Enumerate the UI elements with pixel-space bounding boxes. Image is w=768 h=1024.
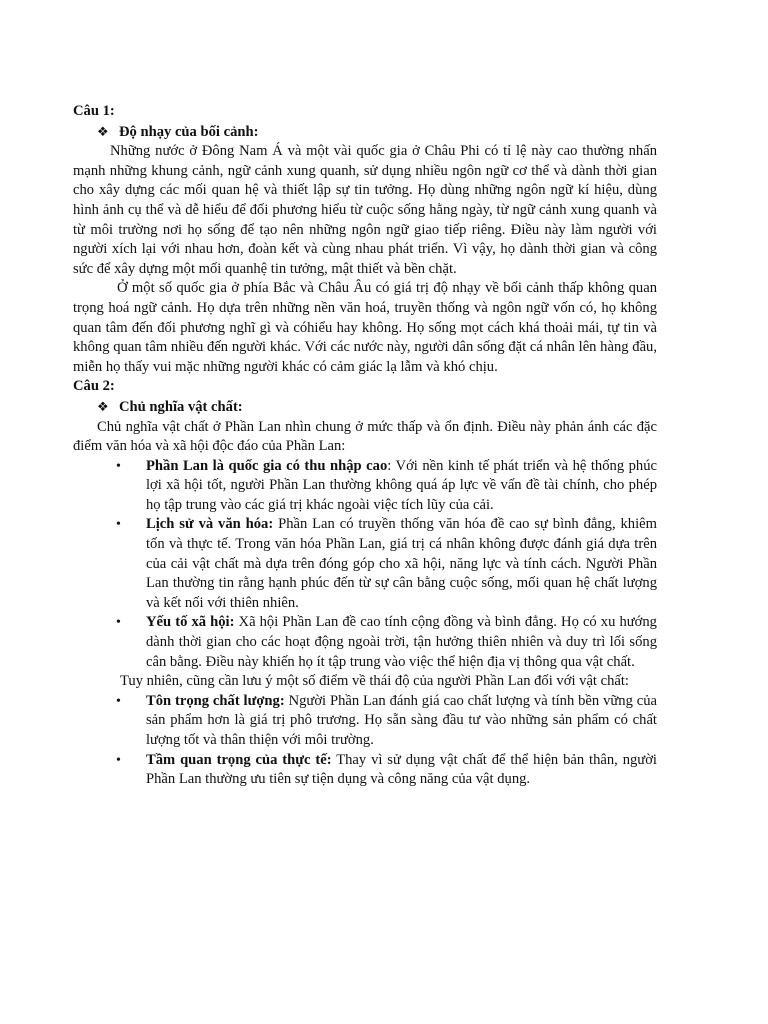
list-item-text: Phần Lan có truyền thống văn hóa đề cao sự bình đẳng, khiêm tốn và thực tế. Trong văn hóa Phần Lan, giá trị cá nhân không được đánh giá dựa trên của cải vật chất mà dựa trên đóng góp cho xã hội, năng lực và tính cách. Người Phần Lan thường tin rằng hạnh phúc đến từ sự cân bằng cuộc sống, mối quan hệ chất lượng và kết nối với thiên nhiên. [146, 516, 657, 611]
list-item [73, 751, 657, 790]
round-bullet-icon: • [116, 615, 121, 631]
diamond-bullet-icon: ❖ [97, 398, 109, 414]
list-item-text: : Với nền kinh tế phát triển và hệ thống phúc lợi xã hội tốt, người Phần Lan thường không quá áp lực về vấn đề tài chính, cho phép họ tập trung vào các giá trị khác ngoài việc tích lũy của cải. [146, 457, 657, 513]
list-item-text: Xã hội Phần Lan đề cao tính cộng đồng và bình đẳng. Họ có xu hướng dành thời gian cho các hoạt động ngoài trời, tận hưởng thiên nhiên và duy trì lối sống cân bằng. Điều này khiến họ ít tập trung vào việc thể hiện địa vị thông qua vật chất. [146, 614, 657, 670]
round-bullet-icon: • [116, 693, 121, 709]
paragraph: Chủ nghĩa vật chất ở Phần Lan nhìn chung ở mức thấp và ổn định. Điều này phản ánh các đặc điểm văn hóa và xã hội độc đáo của Phần Lan: [73, 418, 657, 455]
diamond-bullet-icon: ❖ [97, 123, 109, 139]
list-item-text: Thay vì sử dụng vật chất để thể hiện bản thân, người Phần Lan thường ưu tiên sự tiện dụng và công năng của vật dụng. [146, 751, 657, 788]
document-body [73, 102, 657, 790]
list-item [73, 692, 657, 751]
subheading-text: Độ nhạy của bối cảnh: [119, 123, 259, 140]
materialism-subheading [97, 397, 657, 418]
subheading-text: Chủ nghĩa vật chất: [119, 398, 243, 415]
list-item-lead: Phần Lan là quốc gia có thu nhập cao [146, 457, 388, 474]
bullet-list [73, 457, 657, 673]
paragraph: Tuy nhiên, cũng cần lưu ý một số điểm về thái độ của người Phần Lan đối với vật chất: [120, 673, 629, 690]
question-2-heading: Câu 2: [73, 378, 115, 395]
context-sensitivity-subheading [97, 122, 657, 143]
round-bullet-icon: • [116, 458, 121, 474]
paragraph: Những nước ở Đông Nam Á và một vài quốc gia ở Châu Phi có tỉ lệ này cao thường nhấn mạnh những khung cảnh, ngữ cảnh xung quanh, sử dụng nhiều ngôn ngữ cơ thể và dành thời gian cho xây dựng các mối quan hệ và thiết lập sự tin tưởng. Họ dùng những ngôn ngữ kí hiệu, dùng hình ảnh cụ thể và dễ hiểu để đối phương hiểu từ cuộc sống hằng ngày, từ ngữ cảnh xung quanh và từ môi trường nơi họ sống để tạo nên những ngôn ngữ giao tiếp riêng. Điều này làm người với người xích lại với nhau hơn, đoàn kết và cùng nhau phát triển. Vì vậy, họ dành thời gian và công sức để xây dựng một mối quanhệ tin tưởng, mật thiết và bền chặt. [73, 143, 657, 277]
list-item [73, 613, 657, 672]
list-item [73, 457, 657, 516]
round-bullet-icon: • [116, 517, 121, 533]
list-item-lead: Yếu tố xã hội: [146, 614, 235, 631]
question-1-heading: Câu 1: [73, 103, 115, 119]
bullet-list [73, 692, 657, 790]
round-bullet-icon: • [116, 752, 121, 768]
list-item-text: Người Phần Lan đánh giá cao chất lượng và tính bền vững của sản phẩm hơn là giá trị phô trương. Họ sẵn sàng đầu tư vào những sản phẩm có chất lượng tốt và thân thiện với môi trường. [146, 692, 657, 748]
paragraph: Ở một số quốc gia ở phía Bắc và Châu Âu có giá trị độ nhạy về bối cảnh thấp không quan trọng hoá ngữ cảnh. Họ dựa trên những nền văn hoá, truyền thống và ngôn ngữ vốn có, họ không quan tâm đến đối phương nghĩ gì và cóhiểu hay không. Họ sống mọt cách khá thoải mái, tự tin và không quan tâm nhiều đến người khác. Với các nước này, người dân sống đặt cá nhân lên hàng đầu, miễn họ thấy vui mặc những người khác có cảm giác lạ lẫm và khó chịu. [73, 280, 657, 375]
list-item-lead: Lịch sử và văn hóa: [146, 516, 274, 533]
list-item [73, 515, 657, 613]
list-item-lead: Tầm quan trọng của thực tế: [146, 751, 332, 768]
list-item-lead: Tôn trọng chất lượng: [146, 692, 285, 709]
